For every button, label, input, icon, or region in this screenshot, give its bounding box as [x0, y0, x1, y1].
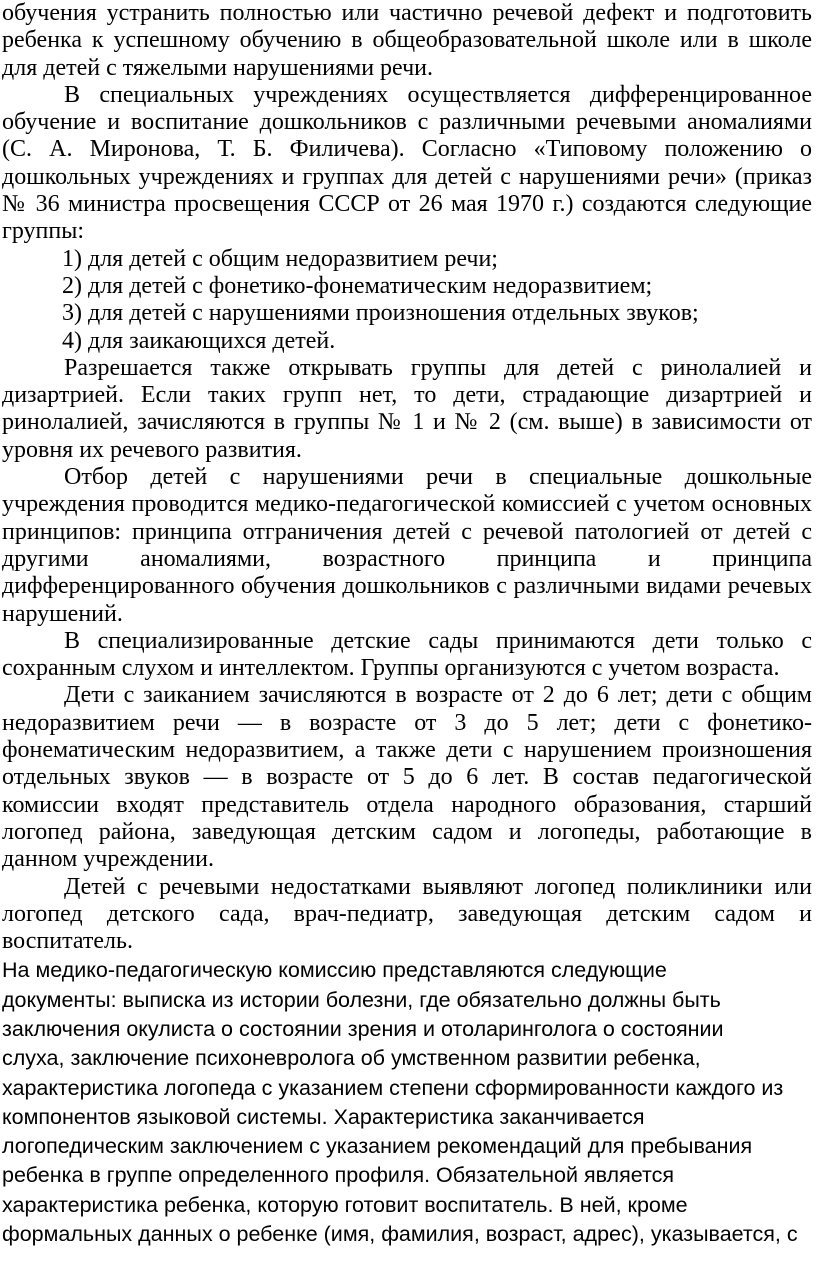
- text-line: документы: выписка из истории болезни, где обязательно должны быть: [2, 987, 721, 1012]
- paragraph-ages: Дети с заиканием зачисляются в возрасте от 2 до 6 лет; дети с общим недоразвитием речи — в возрасте от 3 до 5 лет; дети с фонетико-фонематическим недоразвитием, а также дети с нарушением произношения отдельных звуков — в возрасте от 5 до 6 лет. В состав педагогической комиссии входят представитель отдела народного образования, старший логопед района, заведующая детским садом и логопеды, работающие в данном учреждении.: [2, 682, 812, 873]
- text-line: На медико-педагогическую комиссию представляются следующие: [2, 958, 667, 983]
- text-line: заключения окулиста о состоянии зрения и отоларинголога о состоянии: [2, 1016, 724, 1041]
- paragraph-detection: Детей с речевыми недостатками выявляют логопед поликлиники или логопед детского сада, врач-педиатр, заведующая детским садом и воспитатель.: [2, 873, 812, 955]
- list-item: 1) для детей с общим недоразвитием речи;: [62, 245, 498, 272]
- groups-list: [0, 246, 816, 355]
- paragraph-admission: В специализированные детские сады принимаются дети только с сохранным слухом и интеллектом. Группы организуются с учетом возраста.: [2, 627, 812, 682]
- paragraph-special-institutions: В специальных учреждениях осуществляется дифференцированное обучение и воспитание дошкольников с различными речевыми аномалиями (С. А. Миронова, Т. Б. Филичева). Согласно «Типовому положению о дошкольных учреждениях и группах для детей с нарушениями речи» (приказ № 36 министра просвещения СССР от 26 мая 1970 г.) создаются следующие группы:: [2, 81, 812, 245]
- text-line: логопедическим заключением с указанием рекомендаций для пребывания: [2, 1134, 753, 1159]
- paragraph-selection: Отбор детей с нарушениями речи в специальные дошкольные учреждения проводится медико-педагогической комиссией с учетом основных принципов: принципа отграничения детей с речевой патологией от детей с другими аномалиями, возрастного принципа и принципа дифференцированного обучения дошкольников с различными видами речевых нарушений.: [2, 464, 812, 627]
- documents-section: [0, 956, 816, 1249]
- list-item: 2) для детей с фонетико-фонематическим недоразвитием;: [62, 272, 653, 299]
- text-line: слуха, заключение психоневролога об умственном развитии ребенка,: [2, 1046, 701, 1071]
- list-item: 4) для заикающихся детей.: [62, 327, 336, 354]
- paragraph-intro-continuation: обучения устранить полностью или частично речевой дефект и подготовить ребенка к успешному обучению в общеобразовательной школе или в школе для детей с тяжелыми нарушениями речи.: [2, 0, 812, 81]
- text-line: характеристика логопеда с указанием степени сформированности каждого из: [2, 1075, 784, 1100]
- text-line: компонентов языковой системы. Характеристика заканчивается: [2, 1104, 645, 1129]
- text-line: характеристика ребенка, которую готовит воспитатель. В ней, кроме: [2, 1192, 688, 1217]
- paragraph-rhinolalia: Разрешается также открывать группы для детей с ринолалией и дизартрией. Если таких групп нет, то дети, страдающие дизартрией и ринолалией, зачисляются в группы № 1 и № 2 (см. выше) в зависимости от уровня их речевого развития.: [2, 354, 812, 463]
- text-line: формальных данных о ребенке (имя, фамилия, возраст, адрес), указывается, с: [2, 1222, 798, 1247]
- list-item: 3) для детей с нарушениями произношения отдельных звуков;: [62, 300, 699, 327]
- text-line: ребенка в группе определенного профиля. Обязательной является: [2, 1163, 674, 1188]
